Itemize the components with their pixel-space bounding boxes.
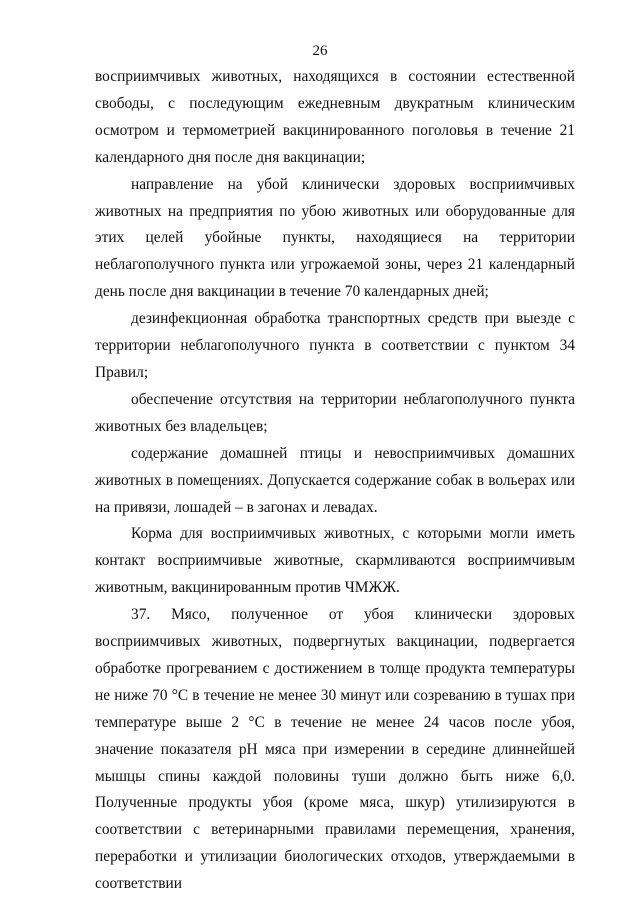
paragraph-item-37: 37. Мясо, полученное от убоя клинически здоровых восприимчивых животных, подвергнутых вакцинации, подвергается обработке прогреванием с достижением в толще продукта температуры не ниже 70 °С в течение не менее 30 минут или созреванию в тушах при температуре выше 2 °С в течение не менее 24 часов после убоя, значение показателя pH мяса при измерении в середине длиннейшей мышцы спины каждой половины туши должно быть ниже 6,0. Полученные продукты убоя (кроме мяса, шкур) утилизируются в соответствии с ветеринарными правилами перемещения, хранения, переработки и утилизации биологических отходов, утверждаемыми в соответствии — [95, 606, 575, 893]
paragraph-stray-animals: обеспечение отсутствия на территории неблагополучного пункта животных без владельцев; — [95, 390, 575, 435]
paragraph-vehicle-disinfection: дезинфекционная обработка транспортных средств при выезде с территории неблагополучного пункта в соответствии с пунктом 34 Правил; — [95, 310, 575, 381]
page-number: 26 — [312, 43, 328, 59]
paragraph-slaughter-direction: направление на убой клинически здоровых восприимчивых животных на предприятия по убою животных или оборудованные для этих целей убойные пункты, находящиеся на территории неблагополучного пункта или угрожаемой зоны, через 21 календарный день после дня вакцинации в течение 70 календарных дней; — [95, 175, 575, 301]
paragraph-natural-freedom: восприимчивых животных, находящихся в состоянии естественной свободы, с последующим ежедневным двукратным клиническим осмотром и термометрией вакцинированного поголовья в течение 21 календарного дня после дня вакцинации; — [95, 68, 575, 166]
paragraph-feed: Корма для восприимчивых животных, с которыми могли иметь контакт восприимчивые животные, скармливаются восприимчивым животным, вакцинированным против ЧМЖЖ. — [95, 525, 575, 597]
document-body — [95, 64, 575, 898]
paragraph-poultry-housing: содержание домашней птицы и невосприимчивых домашних животных в помещениях. Допускается содержание собак в вольерах или на привязи, лошадей – в загонах и левадах. — [95, 444, 575, 516]
